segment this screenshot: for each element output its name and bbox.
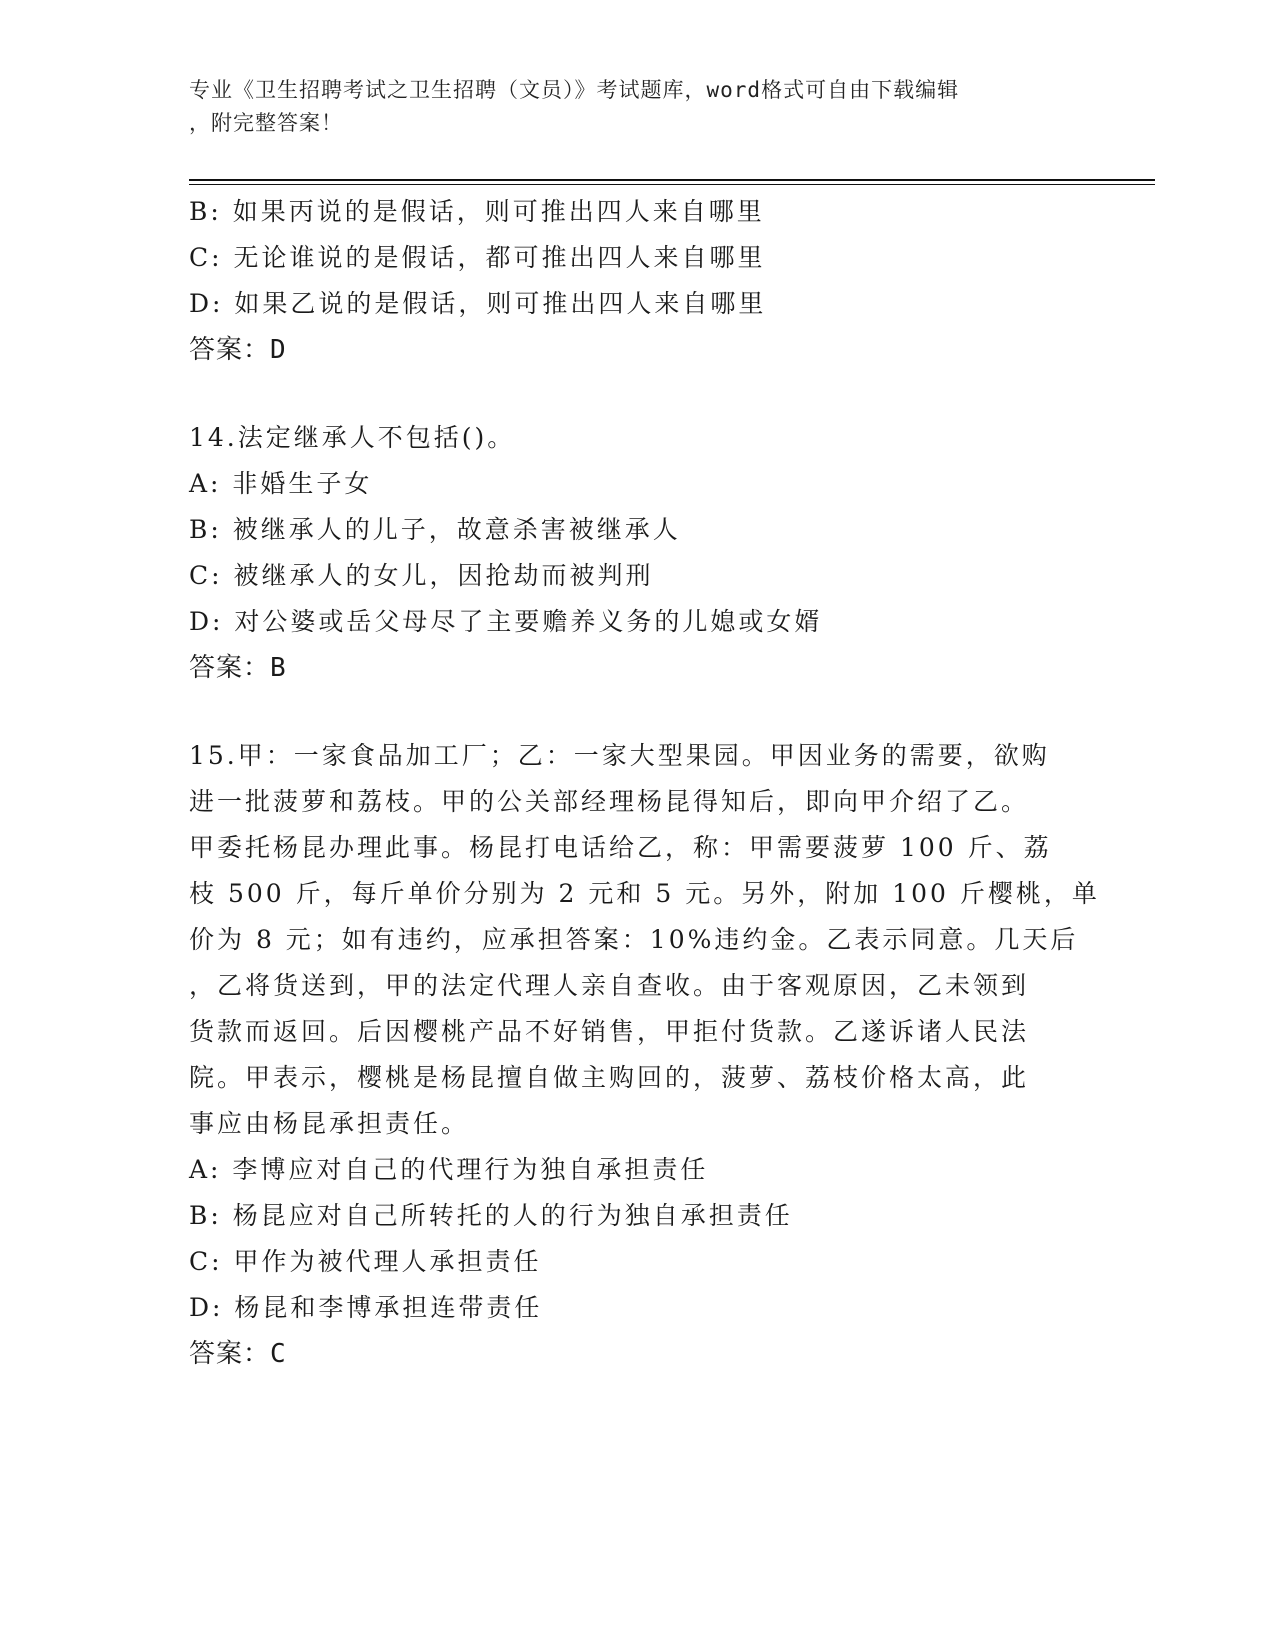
question-content	[189, 189, 1100, 1377]
answer-line: 答案：C	[189, 1339, 287, 1369]
option-b: B: 被继承人的儿子，故意杀害被继承人	[189, 515, 681, 544]
question-stem-line: 货款而返回。后因樱桃产品不好销售，甲拒付货款。乙遂诉诸人民法	[189, 1017, 1030, 1046]
question-stem-line: 枝 500 斤，每斤单价分别为 2 元和 5 元。另外，附加 100 斤樱桃，单	[189, 879, 1100, 908]
question-14	[189, 415, 1089, 691]
question-stem-line: 价为 8 元；如有违约，应承担答案：10%违约金。乙表示同意。几天后	[189, 925, 1079, 954]
question-stem-line: 15.甲：一家食品加工厂；乙：一家大型果园。甲因业务的需要，欲购	[189, 741, 1050, 770]
question-stem-line: 院。甲表示，樱桃是杨昆擅自做主购回的，菠萝、荔枝价格太高，此	[189, 1063, 1030, 1092]
question-stem-line: 事应由杨昆承担责任。	[189, 1109, 470, 1138]
question-stem-line: 进一批菠萝和荔枝。甲的公关部经理杨昆得知后，即向甲介绍了乙。	[189, 787, 1030, 816]
option-d: D: 对公婆或岳父母尽了主要赡养义务的儿媳或女婿	[189, 607, 823, 636]
option-b: B: 杨昆应对自己所转托的人的行为独自承担责任	[189, 1201, 793, 1230]
answer-line: 答案：D	[189, 335, 287, 365]
spacer	[189, 373, 1089, 415]
option-c: C: 无论谁说的是假话，都可推出四人来自哪里	[189, 243, 766, 272]
option-a: A: 非婚生子女	[189, 469, 373, 498]
option-d: D: 杨昆和李博承担连带责任	[189, 1293, 543, 1322]
question-13-tail	[189, 189, 1089, 373]
question-stem: 14.法定继承人不包括()。	[189, 423, 516, 452]
header-rule-thick	[189, 179, 1155, 181]
option-a: A: 李博应对自己的代理行为独自承担责任	[189, 1155, 709, 1184]
option-c: C: 甲作为被代理人承担责任	[189, 1247, 542, 1276]
question-15	[189, 733, 1100, 1377]
question-stem-line: 甲委托杨昆办理此事。杨昆打电话给乙，称：甲需要菠萝 100 斤、荔	[189, 833, 1052, 862]
header-rule-thin	[189, 184, 1155, 185]
option-d: D: 如果乙说的是假话，则可推出四人来自哪里	[189, 289, 767, 318]
option-b: B: 如果丙说的是假话，则可推出四人来自哪里	[189, 197, 765, 226]
question-stem-line: ，乙将货送到，甲的法定代理人亲自查收。由于客观原因，乙未领到	[189, 971, 1030, 1000]
option-c: C: 被继承人的女儿，因抢劫而被判刑	[189, 561, 654, 590]
answer-line: 答案：B	[189, 653, 287, 683]
document-header: 专业《卫生招聘考试之卫生招聘（文员）》考试题库，word格式可自由下载编辑 ，附完整答案！	[189, 78, 960, 135]
spacer	[189, 691, 1089, 733]
